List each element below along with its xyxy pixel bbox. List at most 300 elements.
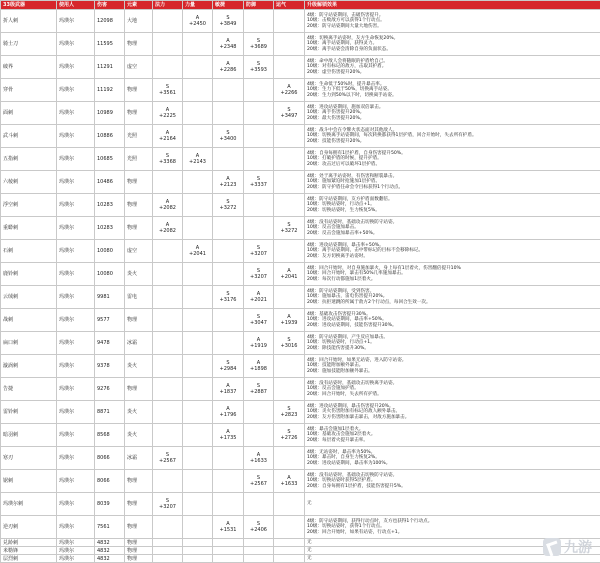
stat-cell-empty [213,539,244,547]
stat-cell-luk [274,10,305,33]
table-row [1,447,600,470]
table-row [1,194,600,217]
table-row [1,424,600,447]
user-cell: 玛瑛尔 [57,516,95,539]
table-row [1,401,600,424]
stat-value: +2286 [219,67,237,73]
stat-cell-def [244,263,274,286]
stat-value: +3176 [219,297,237,303]
header-cell: 法力 [153,1,183,10]
stat-cell-luk [274,516,305,539]
effect-line: 4级：暴击会施加1层着火。 [307,426,364,432]
effect-line: 20级：离手站姿会清除自身的负面状态。 [307,46,391,52]
stat-cell-str [183,79,213,102]
stat-grade: S [226,130,230,136]
stat-value: +1796 [219,412,237,418]
stat-cell-agi [213,102,244,125]
effect-line: 20级：虚空伤害提升20%。 [307,69,365,75]
stat-grade: A [287,475,291,481]
damage-cell: 8871 [95,401,125,424]
stat-cell-def [244,378,274,401]
weapon-name-cell: 武斗刺 [1,125,57,148]
element-cell: 冰霜 [125,332,153,355]
effect-line: 10级：施加紧迫时抢施加1层护盾。 [307,179,381,185]
stat-cell-mp [153,493,183,516]
stat-cell-agi [213,263,244,286]
stat-cell-def [244,56,274,79]
stat-cell-empty [153,547,183,555]
stat-cell-agi [213,309,244,332]
stat-cell-mp [153,56,183,79]
stat-cell-def [244,102,274,125]
stat-cell-def [244,447,274,470]
stat-cell-def [244,171,274,194]
stat-cell-mp [153,194,183,217]
stat-cell-mp [153,447,183,470]
stat-cell-mp [153,286,183,309]
stat-value: +2348 [219,44,237,50]
stat-grade: S [256,383,261,389]
effect-line: 10级：反击会施加护盾。 [307,386,359,392]
table-row [1,355,600,378]
stat-cell-agi [213,378,244,401]
stat-cell-empty [183,539,213,547]
stat-cell-str [183,10,213,33]
stat-grade: S [165,84,170,90]
stat-cell-def [244,493,274,516]
stat-cell-mp [153,217,183,240]
table-row [1,332,600,355]
weapon-name-cell: 战刺 [1,309,57,332]
effect-line: 20级：每层着火提升暴击率。 [307,437,368,443]
element-cell: 物理 [125,33,153,56]
stat-cell-agi [213,355,244,378]
effect-line: 10级：回合开始时，暴击有50%几率施加暴击。 [307,271,406,277]
damage-cell: 12098 [95,10,125,33]
stat-cell-str [183,424,213,447]
effect-line: 20级：除技能伤害提升30%。 [307,345,369,351]
stat-value: +3368 [159,159,176,165]
user-cell: 玛瑛尔 [57,286,95,309]
stat-value: +3207 [250,274,267,280]
damage-cell: 4832 [95,539,125,547]
weapon-name-cell: 扁口刺 [1,332,57,355]
user-cell: 玛瑛尔 [57,493,95,516]
stat-cell-def [244,217,274,240]
stat-cell-str [183,516,213,539]
table-row [1,171,600,194]
user-cell: 玛瑛尔 [57,547,95,555]
effect-line: 20级：防守站姿期间大量大地伤害。 [307,23,382,29]
stat-value: +3047 [250,320,267,326]
damage-cell: 8066 [95,447,125,470]
damage-cell: 11291 [95,56,125,79]
stat-cell-agi [213,240,244,263]
effects-cell [305,194,600,217]
header-cell: 伤害 [95,1,125,10]
stat-cell-mp [153,470,183,493]
element-cell: 光照 [125,148,153,171]
stat-cell-def [244,79,274,102]
stat-value: +1898 [250,366,267,372]
element-cell: 物理 [125,516,153,539]
table-row [1,10,600,33]
stat-grade: S [165,498,170,504]
effect-line: 10级：离手站姿期间，获得灵力。 [307,41,378,47]
stat-cell-luk [274,355,305,378]
user-cell: 玛瑛尔 [57,263,95,286]
element-cell: 光照 [125,125,153,148]
effect-line: 20级：回合开始时，失去所有护盾。 [307,391,382,397]
element-cell: 炎火 [125,355,153,378]
stat-cell-mp [153,79,183,102]
stat-grade: A [226,521,230,527]
stat-cell-luk [274,148,305,171]
weapon-name-cell: 暗羽刺 [1,424,57,447]
weapon-name-cell: 骑士刀 [1,33,57,56]
effects-cell [305,10,600,33]
effect-line: 4级：命中敌人会将随眠的护盾给自己。 [307,58,389,64]
stat-cell-luk [274,401,305,424]
header-row [1,1,600,10]
effect-line: 20级：自身每拥有1层护盾，技能伤害提升5%。 [307,483,406,489]
user-cell: 玛瑛尔 [57,424,95,447]
effects-cell: 无 [305,547,600,555]
stat-value: +3561 [159,90,176,96]
stat-cell-empty [244,547,274,555]
damage-cell: 8066 [95,470,125,493]
user-cell: 玛瑛尔 [57,217,95,240]
effect-line: 4级：防守站姿期间，友方护盾面数翻倍。 [307,196,393,202]
table-row-small [1,547,600,555]
watermark-text: 九游 [564,540,592,556]
stat-value: +2567 [250,481,267,487]
effect-line: 4级：战斗中会在令牌火状态面对其他敌人。 [307,127,398,133]
damage-cell: 8039 [95,493,125,516]
stat-grade: A [256,452,261,458]
stat-value: +3400 [219,136,237,142]
element-cell: 物理 [125,493,153,516]
effect-line: 20级：切换站姿时，生力恢复5%。 [307,207,380,213]
stat-cell-def [244,194,274,217]
weapon-name-cell: 层烈刺 [1,555,57,563]
effect-line: 10级：反击会施加暴击。 [307,225,359,231]
header-cell: 防御 [244,1,274,10]
damage-cell: 11595 [95,33,125,56]
stat-grade: S [226,199,230,205]
effect-line: 10级：进攻站姿期间，暴击率+50%。 [307,317,387,323]
stat-grade: S [287,429,291,435]
stat-cell-agi [213,148,244,171]
damage-cell: 9577 [95,309,125,332]
stat-cell-agi [213,79,244,102]
stat-cell-empty [153,555,183,563]
effect-line: 4级：防守站姿期间，产生反应加暴击。 [307,334,389,340]
damage-cell: 10685 [95,148,125,171]
effects-cell [305,79,600,102]
stat-cell-str [183,309,213,332]
stat-grade: A [195,15,200,21]
effect-line: 10级：基础攻击会施加2层着火。 [307,432,376,438]
effects-cell [305,33,600,56]
table-row [1,516,600,539]
effects-cell [305,217,600,240]
stat-cell-mp [153,33,183,56]
weapon-name-cell: 穿骨 [1,79,57,102]
user-cell: 玛瑛尔 [57,447,95,470]
effects-cell [305,332,600,355]
element-cell: 物理 [125,171,153,194]
damage-cell: 4832 [95,547,125,555]
element-cell: 炎火 [125,424,153,447]
stat-grade: S [256,521,261,527]
user-cell: 玛瑛尔 [57,171,95,194]
stat-cell-def [244,33,274,56]
stat-grade: A [226,383,230,389]
stat-grade: A [287,268,291,274]
effect-line: 10级：切换站姿时，获得1个行动点。 [307,524,385,530]
user-cell: 玛瑛尔 [57,10,95,33]
stat-cell-def [244,309,274,332]
stat-cell-def [244,10,274,33]
effects-cell [305,148,600,171]
element-cell: 物理 [125,194,153,217]
stat-cell-agi [213,286,244,309]
stat-grade: A [226,61,230,67]
stat-cell-mp [153,516,183,539]
stat-cell-luk [274,217,305,240]
stat-cell-luk [274,378,305,401]
stat-cell-def [244,401,274,424]
element-cell: 虚空 [125,240,153,263]
effect-line: 20级：施加技能附加额外暴击。 [307,368,373,374]
stat-cell-str [183,102,213,125]
stat-grade: S [165,452,170,458]
table-row [1,33,600,56]
element-cell: 虚空 [125,56,153,79]
stat-cell-agi [213,171,244,194]
stat-cell-str [183,286,213,309]
stat-cell-mp [153,355,183,378]
effects-cell [305,56,600,79]
stat-value: +1633 [280,481,298,487]
user-cell: 玛瑛尔 [57,355,95,378]
header-cell: 升级解锁效果 [305,1,600,10]
user-cell: 玛瑛尔 [57,102,95,125]
effect-line: 20级：攻击过后可以破坏1层护盾。 [307,161,381,167]
effect-line: 10级：对有标记的敌方，击取其护盾。 [307,64,387,70]
weapon-name-cell: 六棱刺 [1,171,57,194]
effect-line: 10级：施加暴击，雷电伤害提升20%。 [307,294,388,300]
stat-value: +3207 [159,504,176,510]
damage-cell: 10283 [95,217,125,240]
weapon-name-cell: 锯刺 [1,470,57,493]
element-cell: 物理 [125,470,153,493]
stat-cell-mp [153,309,183,332]
stat-grade: A [256,337,261,343]
stat-cell-mp [153,10,183,33]
stat-cell-empty [213,547,244,555]
stat-grade: A [195,153,200,159]
damage-cell: 11192 [95,79,125,102]
stat-cell-def [244,286,274,309]
effect-line: 20级：抗拒迷跳的所属于敌方2个行动点，每回合生效一次。 [307,299,431,305]
weapon-name-cell: 兑龄刺 [1,539,57,547]
stat-grade: S [226,291,230,297]
stat-cell-str [183,447,213,470]
stat-cell-empty [274,547,305,555]
damage-cell: 10886 [95,125,125,148]
stat-cell-luk [274,171,305,194]
effect-line: 20级：回合开始时，如果有站姿，行动点+1。 [307,529,403,535]
stat-value: +2021 [250,297,267,303]
stat-cell-str [183,401,213,424]
stat-cell-def [244,125,274,148]
stat-cell-luk [274,447,305,470]
stat-grade: A [287,84,291,90]
effect-line: 10级：切换站姿时，行动点+1。 [307,340,375,346]
effect-line: 4级：生命低于50%时，提升暴击率。 [307,81,385,87]
stat-cell-def [244,470,274,493]
table-row [1,217,600,240]
effect-line: 10级：暴击时，自身生力恢复2%。 [307,455,380,461]
user-cell: 玛瑛尔 [57,401,95,424]
element-cell: 冰霜 [125,447,153,470]
user-cell: 玛瑛尔 [57,332,95,355]
stat-cell-def [244,148,274,171]
stat-cell-luk [274,33,305,56]
effect-line: 10级：生力下低于50%，切换离手站姿。 [307,87,392,93]
stat-grade: A [226,38,230,44]
effect-line: 20级：友方切换离手站姿时。 [307,253,368,259]
damage-cell: 10283 [95,194,125,217]
stat-grade: A [165,199,170,205]
stat-value: +2726 [280,435,298,441]
table-row [1,56,600,79]
stat-cell-str [183,194,213,217]
stat-grade: S [287,337,291,343]
table-row-small [1,555,600,563]
stat-cell-mp [153,332,183,355]
damage-cell: 4832 [95,555,125,563]
user-cell: 玛瑛尔 [57,240,95,263]
stat-cell-str [183,125,213,148]
element-cell: 炎火 [125,401,153,424]
stat-cell-empty [183,555,213,563]
damage-cell: 9478 [95,332,125,355]
weapon-name-cell: 告捷 [1,378,57,401]
stat-value: +3272 [219,205,237,211]
stat-grade: S [256,245,261,251]
weapon-name-cell: 逆刃刺 [1,516,57,539]
stat-grade: A [226,429,230,435]
stat-cell-agi [213,10,244,33]
stat-cell-agi [213,447,244,470]
user-cell: 玛瑛尔 [57,378,95,401]
stat-grade: S [287,406,291,412]
stat-cell-def [244,424,274,447]
table-row [1,378,600,401]
effects-cell [305,355,600,378]
stat-cell-agi [213,493,244,516]
effect-line: 20级：最大伤害提升20%。 [307,115,365,121]
effect-line: 4级：切换离手站姿时，友方生命恢复20%。 [307,35,399,41]
effects-cell [305,516,600,539]
effects-cell [305,401,600,424]
stat-cell-luk [274,493,305,516]
table-row [1,263,600,286]
stat-value: +3272 [280,228,298,234]
header-cell: 元素 [125,1,153,10]
stat-cell-agi [213,332,244,355]
effect-line: 4级：自身每拥有1层护盾，自身伤害提升50%。 [307,150,406,156]
stat-grade: S [256,176,261,182]
table-row [1,102,600,125]
stat-cell-mp [153,125,183,148]
stat-cell-mp [153,102,183,125]
stat-cell-str [183,263,213,286]
stat-grade: A [256,291,261,297]
header-cell: 33级武器 [1,1,57,10]
stat-value: +2984 [219,366,237,372]
element-cell: 雷电 [125,286,153,309]
element-cell: 物理 [125,547,153,555]
stat-value: +2450 [189,21,206,27]
stat-grade: S [287,107,291,113]
stat-cell-luk [274,125,305,148]
effect-line: 4级：无站姿时，暴击率为50%。 [307,449,376,455]
effect-line: 4级：回合开始时，对自身施加暴火，身上每有1层着火，伤害翻倍提升10% [307,265,461,271]
effect-line: 4级：基础攻击伤害提升30%。 [307,311,371,317]
header-cell: 力量 [183,1,213,10]
effects-cell [305,171,600,194]
weapon-name-cell: 破界 [1,56,57,79]
table-row [1,493,600,516]
stat-value: +1531 [219,527,237,533]
effect-line: 4级：防守站姿期间，受到伤害。 [307,288,375,294]
stat-value: +3207 [250,251,267,257]
stat-grade: S [256,61,261,67]
header-cell: 使用人 [57,1,95,10]
stat-cell-empty [153,539,183,547]
user-cell: 玛瑛尔 [57,539,95,547]
effect-line: 10级：切换站姿时，行动点+1。 [307,202,375,208]
stat-grade: S [256,475,261,481]
header-cell: 运气 [274,1,305,10]
table-row [1,286,600,309]
stat-cell-agi [213,194,244,217]
effect-line: 4级：没有站姿时，基础攻击切换防守站姿。 [307,219,398,225]
element-cell: 物理 [125,555,153,563]
table-row [1,148,600,171]
stat-cell-mp [153,424,183,447]
stat-cell-empty [183,547,213,555]
user-cell: 玛瑛尔 [57,56,95,79]
stat-grade: S [256,38,261,44]
weapon-name-cell: 鹿铃刺 [1,263,57,286]
stat-cell-empty [244,555,274,563]
stat-grade: A [195,245,200,251]
effect-line: 4级：防守站姿期间，击破伤害提升。 [307,12,384,18]
stat-cell-str [183,217,213,240]
stat-grade: A [165,107,170,113]
stat-value: +2823 [280,412,298,418]
user-cell: 玛瑛尔 [57,194,95,217]
stat-grade: A [287,314,291,320]
stat-grade: A [256,360,261,366]
damage-cell: 9276 [95,378,125,401]
stat-cell-agi [213,33,244,56]
